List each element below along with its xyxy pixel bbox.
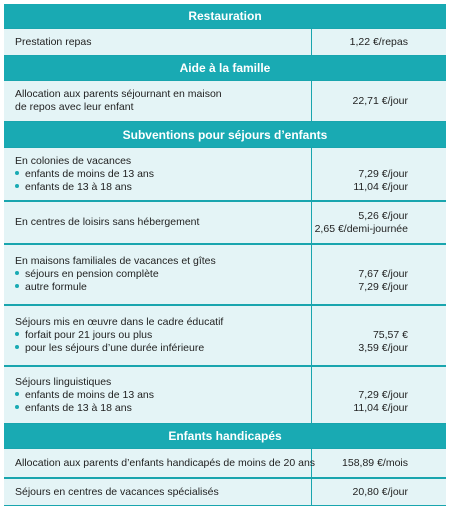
value-text: 7,29 €/jour: [358, 281, 408, 293]
table-row: [4, 305, 446, 366]
bullet-icon: [15, 332, 19, 336]
label-text: Allocation aux parents séjournant en maison: [15, 88, 222, 100]
list-item: [15, 402, 154, 415]
section-header-subventions: Subventions pour séjours d’enfants: [4, 122, 446, 147]
section-header-enfants-handicapes: Enfants handicapés: [4, 424, 446, 448]
label-text: Séjours en centres de vacances spécialisés: [15, 485, 219, 498]
bullet-icon: [15, 284, 19, 288]
label-text: Prestation repas: [15, 35, 92, 48]
bullet-icon: [15, 405, 19, 409]
list-item: [15, 342, 223, 355]
list-item: [15, 268, 216, 281]
value-text: 75,57 €: [372, 329, 408, 341]
row-label: [4, 202, 312, 243]
label-text: autre formule: [25, 281, 87, 293]
table-row: [4, 448, 446, 478]
value-text: 7,67 €/jour: [358, 268, 408, 280]
row-value: [312, 306, 446, 365]
value-text: 158,89 €/mois: [342, 456, 408, 469]
value-text: 2,65 €/demi-journée: [314, 222, 408, 235]
list-item: [15, 389, 154, 402]
table-row: [4, 28, 446, 56]
label-text: pour les séjours d’une durée inférieure: [25, 342, 205, 354]
value-text: 22,71 €/jour: [352, 94, 408, 107]
row-value: [312, 367, 446, 423]
section-header-aide-famille: Aide à la famille: [4, 56, 446, 80]
label-text: de repos avec leur enfant: [15, 101, 134, 113]
label-text: En colonies de vacances: [15, 154, 132, 167]
bullet-icon: [15, 171, 19, 175]
row-label: [4, 306, 312, 365]
row-label: [4, 148, 312, 200]
value-text: 11,04 €/jour: [353, 401, 408, 414]
table-row: [4, 478, 446, 506]
table-row: [4, 366, 446, 424]
label-text: forfait pour 21 jours ou plus: [25, 329, 153, 341]
value-text: 5,26 €/jour: [358, 209, 408, 222]
list-item: [15, 168, 154, 181]
label-text: En centres de loisirs sans hébergement: [15, 216, 200, 228]
list-item: [15, 281, 216, 294]
row-value: [312, 29, 446, 55]
value-text: 20,80 €/jour: [352, 485, 408, 498]
bullet-icon: [15, 392, 19, 396]
value-text: 1,22 €/repas: [349, 35, 408, 48]
row-value: [312, 479, 446, 505]
value-text: 7,29 €/jour: [358, 167, 408, 180]
row-label: [4, 367, 312, 423]
row-value: [312, 449, 446, 477]
table-row: [4, 80, 446, 122]
row-value: [312, 245, 446, 304]
label-text: séjours en pension complète: [25, 268, 159, 280]
label-text: enfants de 13 à 18 ans: [25, 180, 132, 193]
table-row: [4, 244, 446, 305]
value-text: 11,04 €/jour: [353, 180, 408, 193]
label-text: enfants de moins de 13 ans: [25, 388, 155, 401]
label-text: enfants de 13 à 18 ans: [25, 401, 132, 414]
bullet-icon: [15, 345, 19, 349]
table-row: [4, 147, 446, 201]
row-label: [4, 81, 312, 121]
row-label: [4, 29, 312, 55]
label-text: Allocation aux parents d’enfants handicapés de moins de 20 ans: [15, 456, 316, 469]
row-label: [4, 245, 312, 304]
value-text: 3,59 €/jour: [358, 342, 408, 354]
section-header-restauration: Restauration: [4, 4, 446, 28]
row-value: [312, 81, 446, 121]
row-label: [4, 449, 316, 477]
label-text: Séjours linguistiques: [15, 375, 112, 388]
bullet-icon: [15, 271, 19, 275]
bullet-icon: [15, 184, 19, 188]
list-item: [15, 329, 223, 342]
value-text: 7,29 €/jour: [358, 388, 408, 401]
row-value: [312, 148, 446, 200]
label-text: Séjours mis en œuvre dans le cadre éducatif: [15, 316, 224, 328]
table-row: [4, 201, 446, 244]
row-value: [312, 202, 446, 243]
label-text: enfants de moins de 13 ans: [25, 167, 155, 180]
row-label: [4, 479, 312, 505]
label-text: En maisons familiales de vacances et gîtes: [15, 255, 216, 267]
list-item: [15, 181, 154, 194]
